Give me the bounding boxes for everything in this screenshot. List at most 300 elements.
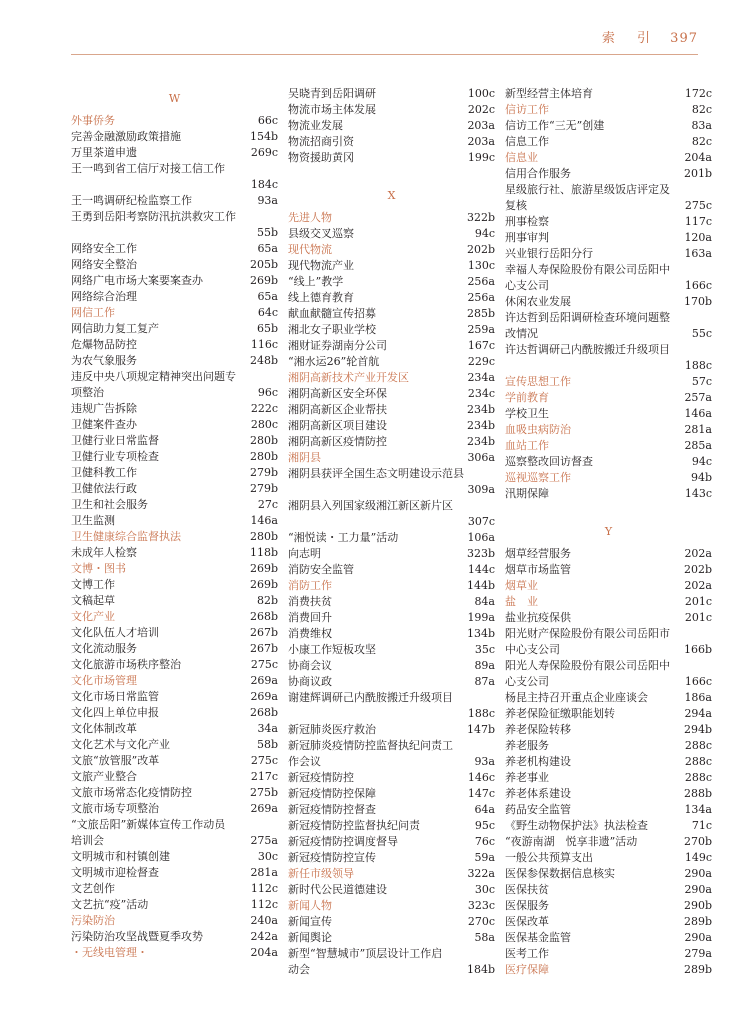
index-entry	[288, 338, 495, 354]
index-entry-text: 卫生健康综合监督执法	[71, 530, 181, 543]
index-heading	[71, 561, 278, 577]
index-heading	[505, 470, 712, 486]
index-entry-page: 240a	[250, 914, 278, 927]
index-entry	[288, 610, 495, 626]
index-heading	[505, 422, 712, 438]
index-entry-page: 234b	[466, 403, 495, 416]
index-entry-text: 文化队伍人才培训	[71, 626, 159, 639]
index-entry-text: 王一鸣到省工信厅对接工信工作	[71, 162, 225, 175]
index-entry-page: 35c	[474, 643, 495, 656]
index-entry	[288, 674, 495, 690]
index-entry-text: 文博工作	[71, 578, 115, 591]
index-entry-page: 222c	[250, 402, 278, 415]
index-entry-page: 188c	[684, 359, 712, 372]
index-entry	[288, 386, 495, 402]
index-entry-text: 文艺抗“疫”活动	[71, 898, 149, 911]
index-entry-text: 休闲农业发展	[505, 295, 571, 308]
index-entry-page: 269b	[249, 562, 278, 575]
index-entry-text: 杨昆主持召开重点企业座谈会	[505, 691, 648, 704]
index-entry-text: 新时代公民道德建设	[288, 883, 387, 896]
index-entry	[288, 118, 495, 134]
index-entry-text: 物流招商引资	[288, 135, 354, 148]
index-entry	[71, 241, 278, 257]
index-entry	[71, 417, 278, 433]
index-entry-text: 作会议	[288, 755, 321, 768]
index-entry-page: 256a	[467, 275, 495, 288]
index-entry-page: 234b	[466, 435, 495, 448]
index-entry-page: 94c	[474, 227, 495, 240]
index-entry-text: 心支公司	[505, 675, 549, 688]
index-entry	[71, 193, 278, 209]
index-entry	[71, 449, 278, 465]
index-entry-text: 新冠疫情防控监督执纪问责	[288, 819, 420, 832]
index-entry-page: 288c	[684, 739, 712, 752]
index-heading	[288, 242, 495, 258]
index-entry	[288, 770, 495, 786]
index-heading	[505, 578, 712, 594]
index-entry-page: 269b	[249, 578, 278, 591]
index-entry-page: 323b	[466, 547, 495, 560]
index-entry-text: 湘阴高新区安全环保	[288, 387, 387, 400]
index-entry-page: 202b	[683, 563, 712, 576]
index-entry-text: 巡察整改回访督查	[505, 455, 593, 468]
index-entry-page: 147b	[466, 723, 495, 736]
index-entry-page: 199c	[467, 151, 495, 164]
index-entry	[288, 418, 495, 434]
index-entry-text: 阳光财产保险股份有限公司岳阳市	[505, 627, 670, 640]
index-entry	[288, 530, 495, 546]
index-entry-text: 烟草经营服务	[505, 547, 571, 560]
index-entry-text: 医疗保障	[505, 963, 549, 976]
index-entry	[288, 642, 495, 658]
index-entry	[288, 722, 495, 738]
index-entry-text: 网络安全工作	[71, 242, 137, 255]
index-entry	[71, 129, 278, 145]
index-entry-page: 120a	[684, 231, 712, 244]
index-entry-text: 新型经营主体培育	[505, 87, 593, 100]
index-entry-text: 新冠疫情防控保障	[288, 787, 376, 800]
index-entry	[505, 454, 712, 470]
index-entry-page: 322a	[467, 867, 495, 880]
index-entry	[71, 833, 278, 849]
index-entry-page: 280b	[249, 530, 278, 543]
index-entry-page: 66c	[257, 114, 278, 127]
index-heading	[71, 673, 278, 689]
index-entry-text: 新冠疫情防控调度督导	[288, 835, 398, 848]
index-entry-page: 87a	[474, 675, 495, 688]
header-title: 索 引	[601, 31, 660, 46]
index-heading	[505, 390, 712, 406]
index-entry-page: 130c	[467, 259, 495, 272]
index-entry-text: 刑事审判	[505, 231, 549, 244]
index-entry	[71, 625, 278, 641]
index-entry-text: 为农气象服务	[71, 354, 137, 367]
index-entry-page: 203a	[467, 119, 495, 132]
index-entry	[505, 706, 712, 722]
page-number: 397	[670, 31, 698, 46]
index-entry-text: 新冠肺炎医疗救治	[288, 723, 376, 736]
index-heading	[288, 370, 495, 386]
index-entry	[71, 849, 278, 865]
index-entry	[288, 546, 495, 562]
index-entry-text: 复核	[505, 199, 527, 212]
index-entry-page: 188c	[467, 707, 495, 720]
index-entry-page: 279b	[249, 482, 278, 495]
index-entry-page: 268b	[249, 706, 278, 719]
index-entry-page: 204a	[250, 946, 278, 959]
index-entry-page: 146c	[467, 771, 495, 784]
index-entry	[288, 594, 495, 610]
index-column-2	[288, 86, 495, 978]
index-entry-text: 卫健案件查办	[71, 418, 137, 431]
index-entry	[71, 689, 278, 705]
index-entry	[288, 306, 495, 322]
index-entry	[71, 321, 278, 337]
index-entry-page: 118b	[249, 546, 278, 559]
index-entry-text: 协商会议	[288, 659, 332, 672]
index-entry-text: 文化旅游市场秩序整治	[71, 658, 181, 671]
index-entry-text: 文旅产业整合	[71, 770, 137, 783]
index-entry	[71, 801, 278, 817]
index-entry-text: 文化市场管理	[71, 674, 137, 687]
index-entry-text: 湘财证券湖南分公司	[288, 339, 387, 352]
index-entry-page: 234b	[466, 419, 495, 432]
index-entry	[71, 753, 278, 769]
index-entry	[288, 882, 495, 898]
index-entry	[71, 337, 278, 353]
index-entry-text: 卫生和社会服务	[71, 498, 148, 511]
index-entry	[288, 626, 495, 642]
index-entry-page: 147c	[467, 787, 495, 800]
index-entry-text: 协商议政	[288, 675, 332, 688]
index-entry-page: 154b	[249, 130, 278, 143]
index-entry-page: 267b	[249, 626, 278, 639]
index-entry-page: 289b	[683, 963, 712, 976]
index-entry	[505, 562, 712, 578]
index-entry-text: 危爆物品防控	[71, 338, 137, 351]
index-entry	[505, 738, 712, 754]
index-entry	[505, 690, 712, 706]
index-entry-page: 172c	[684, 87, 712, 100]
header-rule	[71, 54, 698, 55]
index-entry-text: 养老事业	[505, 771, 549, 784]
index-entry	[71, 481, 278, 497]
index-entry	[71, 273, 278, 289]
index-entry-page: 269c	[250, 146, 278, 159]
index-entry-text: 医保改革	[505, 915, 549, 928]
index-entry-page: 30c	[257, 850, 278, 863]
index-entry-text: 文稿起草	[71, 594, 115, 607]
index-entry-page: 205b	[249, 258, 278, 271]
index-entry-text: 卫健行业日常监督	[71, 434, 159, 447]
index-entry-text: 消费扶贫	[288, 595, 332, 608]
index-entry-page: 116c	[250, 338, 278, 351]
index-entry-text: 网络安全整治	[71, 258, 137, 271]
index-entry	[288, 818, 495, 834]
index-entry-text: 文旅市场专项整治	[71, 802, 159, 815]
index-entry-text: “湘水运26”轮首航	[288, 355, 380, 368]
index-entry-text: 药品安全监管	[505, 803, 571, 816]
index-entry	[505, 866, 712, 882]
index-entry-page: 279b	[249, 466, 278, 479]
index-entry	[71, 289, 278, 305]
index-entry-text: 新任市级领导	[288, 867, 354, 880]
index-entry-text: 网络广电市场大案要案查办	[71, 274, 203, 287]
index-entry-page: 65a	[257, 290, 278, 303]
index-entry-page: 323c	[467, 899, 495, 912]
index-entry	[288, 658, 495, 674]
index-entry-page: 290a	[684, 931, 712, 944]
index-entry-text: 文明城市迎检督查	[71, 866, 159, 879]
index-entry-text: 医保参保数据信息核实	[505, 867, 615, 880]
index-entry	[505, 406, 712, 422]
index-entry-text: 湘阴高新区项目建设	[288, 419, 387, 432]
index-entry-page: 267b	[249, 642, 278, 655]
index-entry-page: 290a	[684, 867, 712, 880]
index-entry-page: 275a	[250, 834, 278, 847]
index-entry	[71, 657, 278, 673]
index-entry	[71, 785, 278, 801]
index-entry-page: 290a	[684, 883, 712, 896]
index-entry-text: 王一鸣调研纪检监察工作	[71, 194, 192, 207]
index-entry	[71, 593, 278, 609]
index-entry-text: 文艺创作	[71, 882, 115, 895]
index-entry-page: 170b	[683, 295, 712, 308]
index-entry-text: 心支公司	[505, 279, 549, 292]
index-entry	[71, 433, 278, 449]
index-entry-page: 269b	[249, 274, 278, 287]
index-entry-text: “线上”教学	[288, 275, 344, 288]
index-entry-page: 257a	[684, 391, 712, 404]
index-entry	[288, 850, 495, 866]
index-entry	[505, 166, 712, 182]
index-entry-text: 湘阴县获评全国生态文明建设示范县	[288, 467, 464, 480]
index-entry-page: 202c	[467, 103, 495, 116]
spacer	[505, 502, 712, 524]
index-entry-page: 146a	[250, 514, 278, 527]
index-entry-text: 卫健依法行政	[71, 482, 137, 495]
index-entry	[505, 610, 712, 626]
index-entry-page: 199a	[467, 611, 495, 624]
index-entry	[71, 769, 278, 785]
index-entry	[505, 674, 712, 690]
index-entry-text: 线上德育教育	[288, 291, 354, 304]
index-entry-page: 57c	[691, 375, 712, 388]
index-entry-text: 许达哲调研己内酰胺搬迁升级项目	[505, 343, 670, 356]
index-entry-page: 58a	[474, 931, 495, 944]
index-entry-page: 84a	[474, 595, 495, 608]
index-entry	[71, 897, 278, 913]
index-entry-page: 184c	[250, 178, 278, 191]
index-entry-page: 59a	[474, 851, 495, 864]
index-heading	[288, 450, 495, 466]
index-entry-text: 向志明	[288, 547, 321, 560]
index-heading	[71, 609, 278, 625]
index-entry	[288, 914, 495, 930]
index-entry	[505, 642, 712, 658]
index-entry	[288, 290, 495, 306]
index-entry-page: 279a	[684, 947, 712, 960]
index-entry-page: 166c	[684, 675, 712, 688]
index-entry	[288, 274, 495, 290]
index-entry	[71, 401, 278, 417]
index-entry-text: 网络综合治理	[71, 290, 137, 303]
index-entry	[505, 770, 712, 786]
index-entry-page: 285a	[684, 439, 712, 452]
index-entry-text: 县级交叉巡察	[288, 227, 354, 240]
index-entry-page: 94b	[690, 471, 712, 484]
index-entry-text: 烟草市场监管	[505, 563, 571, 576]
index-entry-page: 234a	[467, 371, 495, 384]
index-heading	[288, 210, 495, 226]
index-entry-page: 202b	[466, 243, 495, 256]
index-entry-text: 动会	[288, 963, 310, 976]
section-letter: W	[168, 92, 181, 105]
index-entry-page: 58b	[256, 738, 278, 751]
index-heading	[505, 102, 712, 118]
index-entry-text: 养老机构建设	[505, 755, 571, 768]
index-entry-page: 234c	[467, 387, 495, 400]
index-entry-text: 新型“智慧城市”顶层设计工作启	[288, 947, 443, 960]
index-entry-page: 201c	[684, 595, 712, 608]
index-heading	[505, 594, 712, 610]
index-entry-text: 新闻舆论	[288, 931, 332, 944]
index-entry-text: “湘悦读・工力量”活动	[288, 531, 399, 544]
index-entry-text: 现代物流	[288, 243, 332, 256]
index-entry-page: 149c	[684, 851, 712, 864]
index-entry-page: 280b	[249, 450, 278, 463]
index-entry-page: 259a	[467, 323, 495, 336]
index-entry	[71, 545, 278, 561]
index-entry	[71, 353, 278, 369]
index-entry	[505, 786, 712, 802]
index-entry-text: 网信助力复工复产	[71, 322, 159, 335]
index-entry	[288, 434, 495, 450]
index-entry-page: 290b	[683, 899, 712, 912]
index-entry-text: 医保服务	[505, 899, 549, 912]
index-entry-text: 项整治	[71, 386, 104, 399]
index-entry	[505, 326, 712, 342]
index-entry-page: 201b	[683, 167, 712, 180]
index-entry	[71, 865, 278, 881]
index-entry	[505, 278, 712, 294]
index-heading	[71, 113, 278, 129]
index-entry-text: 湘阴高新区疫情防控	[288, 435, 387, 448]
index-entry-page: 82b	[256, 594, 278, 607]
spacer	[288, 166, 495, 188]
index-entry-text: 学前教育	[505, 391, 549, 404]
index-entry-page: 144c	[467, 563, 495, 576]
index-entry-text: 兴业银行岳阳分行	[505, 247, 593, 260]
index-entry-text: 巡视巡察工作	[505, 471, 571, 484]
index-entry	[505, 802, 712, 818]
index-entry-text: 星级旅行社、旅游星级饭店评定及	[505, 183, 670, 196]
index-entry-text: 新冠疫情防控	[288, 771, 354, 784]
index-entry	[71, 145, 278, 161]
index-entry	[71, 577, 278, 593]
index-entry-page: 27c	[257, 498, 278, 511]
index-entry-page: 281a	[684, 423, 712, 436]
index-entry-text: 汛期保障	[505, 487, 549, 500]
index-entry-text: 湘阴县	[288, 451, 321, 464]
index-entry-page: 269a	[250, 802, 278, 815]
index-entry-page: 270b	[683, 835, 712, 848]
index-entry-page: 322b	[466, 211, 495, 224]
index-entry-page: 65b	[256, 322, 278, 335]
index-entry	[505, 754, 712, 770]
index-entry-text: ・无线电管理・	[71, 946, 148, 959]
index-entry-page: 30c	[474, 883, 495, 896]
index-entry-text: 新闻人物	[288, 899, 332, 912]
index-entry-text: 文旅市场常态化疫情防控	[71, 786, 192, 799]
index-entry-text: 医保基金监管	[505, 931, 571, 944]
index-heading	[71, 945, 278, 961]
index-entry-text: 湘阴县入列国家级湘江新区新片区	[288, 499, 453, 512]
index-entry-page: 202a	[684, 547, 712, 560]
index-entry-text: 烟草业	[505, 579, 538, 592]
index-entry	[505, 850, 712, 866]
index-entry-page: 144b	[466, 579, 495, 592]
index-entry-text: 医考工作	[505, 947, 549, 960]
index-entry-text: 吴晓青到岳阳调研	[288, 87, 376, 100]
index-entry-page: 106a	[467, 531, 495, 544]
index-entry-text: 消防工作	[288, 579, 332, 592]
index-heading	[505, 150, 712, 166]
index-entry-page: 268b	[249, 610, 278, 623]
index-entry-page: 289b	[683, 915, 712, 928]
index-entry-text: 完善金融激励政策措施	[71, 130, 181, 143]
index-entry-text: 万里茶道申遗	[71, 146, 137, 159]
index-entry	[505, 882, 712, 898]
index-heading	[288, 866, 495, 882]
index-entry-page: 55b	[256, 226, 278, 239]
index-entry-page: 112c	[250, 882, 278, 895]
index-entry-text: 卫生监测	[71, 514, 115, 527]
index-entry-page: 288c	[684, 755, 712, 768]
index-entry-text: 文化四上单位申报	[71, 706, 159, 719]
index-entry-page: 294b	[683, 723, 712, 736]
index-entry	[288, 258, 495, 274]
index-entry-page: 248b	[249, 354, 278, 367]
index-entry-text: 中心支公司	[505, 643, 560, 656]
index-entry-text: 医保扶贫	[505, 883, 549, 896]
index-entry-page: 269a	[250, 674, 278, 687]
index-entry-page: 134a	[684, 803, 712, 816]
index-entry-text: 卫健行业专项检查	[71, 450, 159, 463]
index-entry-text: 养老体系建设	[505, 787, 571, 800]
index-entry-page: 96c	[257, 386, 278, 399]
index-entry-text: 信息业	[505, 151, 538, 164]
index-entry-text: 养老服务	[505, 739, 549, 752]
index-entry-text: 小康工作短板攻坚	[288, 643, 376, 656]
index-entry-page: 201c	[684, 611, 712, 624]
index-entry-page: 217c	[250, 770, 278, 783]
index-entry-text: 阳光人寿保险股份有限公司岳阳中	[505, 659, 670, 672]
index-entry-text: 盐 业	[505, 595, 538, 608]
index-entry-page: 203a	[467, 135, 495, 148]
running-header	[602, 27, 698, 46]
index-entry-text: 信访工作	[505, 103, 549, 116]
index-entry-page: 275c	[250, 754, 278, 767]
index-entry-text: 违规广告拆除	[71, 402, 137, 415]
section-letter: Y	[604, 525, 613, 538]
index-entry-page: 64c	[257, 306, 278, 319]
index-entry	[505, 134, 712, 150]
index-entry	[505, 486, 712, 502]
index-entry-page: 93a	[474, 755, 495, 768]
index-heading	[71, 305, 278, 321]
index-entry-page: 275b	[249, 786, 278, 799]
